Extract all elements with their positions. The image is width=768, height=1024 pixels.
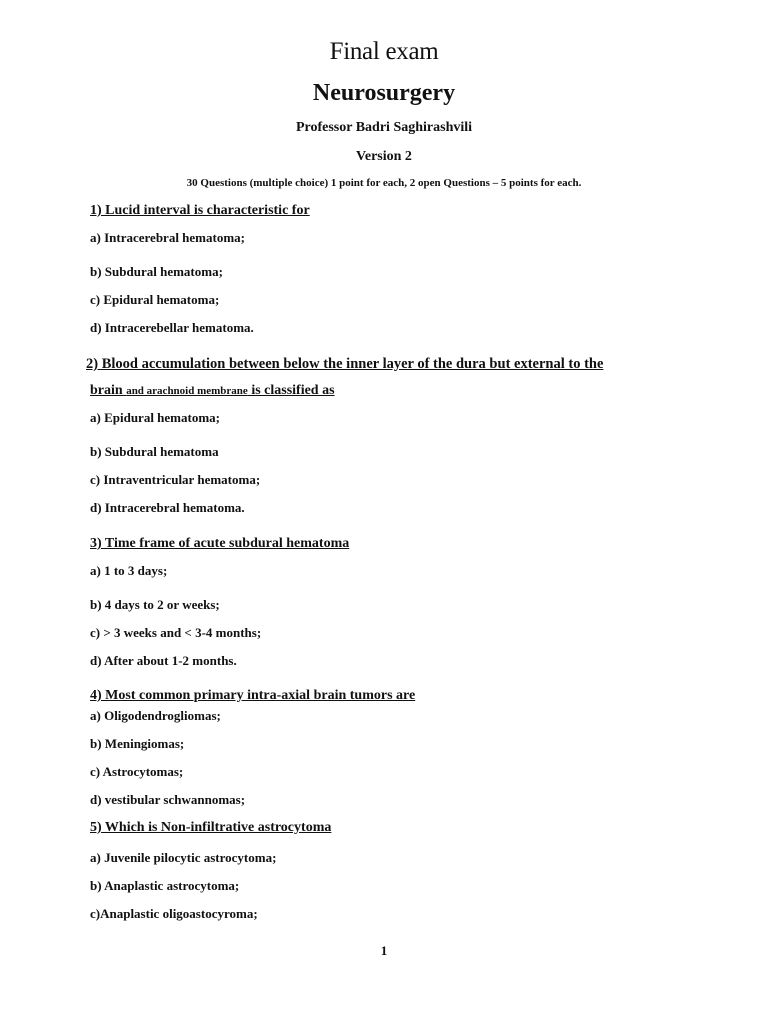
question-5-option-c: c)Anaplastic oligoastocyroma;	[90, 906, 258, 921]
question-3-option-d: d) After about 1-2 months.	[90, 653, 237, 668]
exam-instructions: 30 Questions (multiple choice) 1 point for each, 2 open Questions – 5 points for each.	[186, 177, 582, 189]
question-5-option-a: a) Juvenile pilocytic astrocytoma;	[90, 850, 277, 865]
subject-heading: Neurosurgery	[312, 80, 456, 106]
question-1-option-d: d) Intracerebellar hematoma.	[90, 320, 254, 335]
question-2-line-2-part-b: and arachnoid membrane	[126, 385, 248, 397]
professor-name: Professor Badri Saghirashvili	[295, 120, 473, 135]
question-5: 5) Which is Non-infiltrative astrocytoma	[90, 820, 332, 835]
question-4-option-a: a) Oligodendrogliomas;	[90, 708, 221, 723]
page-number: 1	[380, 943, 388, 958]
question-1: 1) Lucid interval is characteristic for	[90, 203, 310, 218]
question-2-line-2	[90, 383, 335, 399]
page-title: Final exam	[329, 38, 439, 65]
question-4-option-b: b) Meningiomas;	[90, 736, 185, 751]
question-1-option-b: b) Subdural hematoma;	[90, 264, 223, 279]
question-3-option-c: c) > 3 weeks and < 3-4 months;	[90, 625, 262, 640]
question-2-line-1: 2) Blood accumulation between below the inner layer of the dura but external to the	[86, 356, 604, 372]
question-4-option-d: d) vestibular schwannomas;	[90, 792, 246, 807]
question-3-option-b: b) 4 days to 2 or weeks;	[90, 597, 220, 612]
question-2-option-a: a) Epidural hematoma;	[90, 410, 220, 425]
question-1-option-c: c) Epidural hematoma;	[90, 292, 220, 307]
question-3: 3) Time frame of acute subdural hematoma	[90, 536, 350, 551]
question-2-line-2-part-a: brain	[90, 383, 127, 398]
question-4-option-c: c) Astrocytomas;	[90, 764, 184, 779]
question-3-option-a: a) 1 to 3 days;	[90, 563, 168, 578]
question-2-option-c: c) Intraventricular hematoma;	[90, 472, 261, 487]
question-2-option-b: b) Subdural hematoma	[90, 444, 219, 459]
version-label: Version 2	[356, 149, 412, 164]
question-2-option-d: d) Intracerebral hematoma.	[90, 500, 245, 515]
question-2-line-2-part-c: is classified as	[247, 383, 335, 398]
question-5-option-b: b) Anaplastic astrocytoma;	[90, 878, 240, 893]
question-4: 4) Most common primary intra-axial brain tumors are	[90, 688, 416, 703]
question-1-option-a: a) Intracerebral hematoma;	[90, 230, 245, 245]
